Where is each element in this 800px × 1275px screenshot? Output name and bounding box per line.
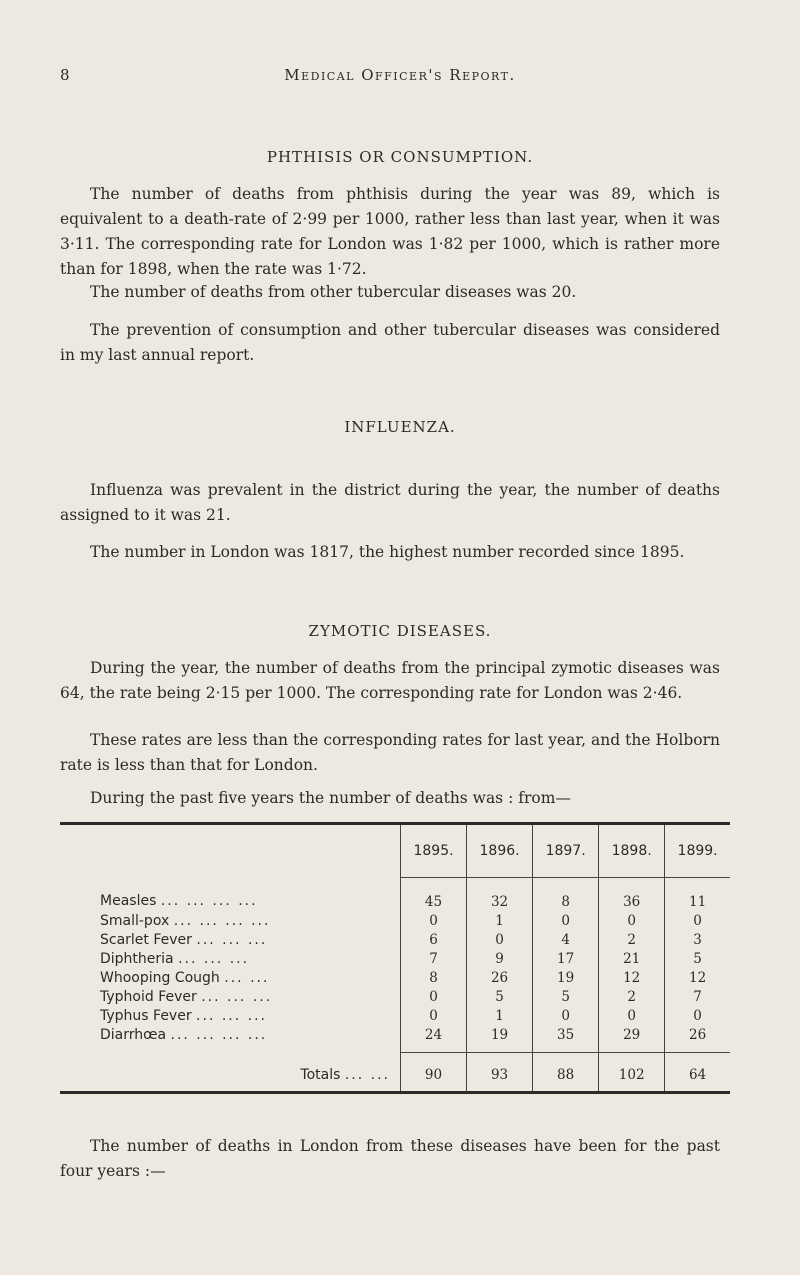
table-cell: 17	[533, 949, 599, 968]
row-label: Diphtheria	[100, 950, 174, 967]
paragraph-closing: The number of deaths in London from these diseases have been for the past four years :—	[60, 1137, 720, 1180]
leader-dots: ... ... ... ...	[160, 893, 258, 910]
heading-zymotic: ZYMOTIC DISEASES.	[308, 622, 492, 640]
table-row	[60, 1006, 730, 1025]
table-cell: 19	[533, 968, 599, 987]
table-cell: 7	[401, 949, 467, 968]
table-cell: 5	[467, 987, 533, 1006]
table-corner	[60, 824, 401, 878]
total-cell: 93	[467, 1053, 533, 1093]
table-cell: 2	[599, 987, 665, 1006]
table-cell: 0	[401, 1006, 467, 1025]
row-label: Scarlet Fever	[100, 931, 192, 948]
row-label: Typhus Fever	[100, 1007, 192, 1024]
year-header: 1895.	[401, 824, 467, 878]
leader-dots: ... ... ...	[178, 950, 250, 967]
paragraph-rates-comparison: These rates are less than the corresponding rates for last year, and the Holborn rate is less than that for London.	[60, 731, 720, 774]
year-header: 1897.	[533, 824, 599, 878]
table-cell: 7	[665, 987, 730, 1006]
paragraph-influenza-district: Influenza was prevalent in the district during the year, the number of deaths assigned to it was 21.	[60, 481, 720, 524]
table-cell: 3	[665, 930, 730, 949]
table-cell: 2	[599, 930, 665, 949]
table-cell: 1	[467, 1006, 533, 1025]
table-cell: 35	[533, 1025, 599, 1053]
table-cell: 8	[533, 878, 599, 912]
table-cell: 0	[533, 911, 599, 930]
table-row	[60, 968, 730, 987]
table-cell: 0	[599, 911, 665, 930]
paragraph-five-years-intro: During the past five years the number of deaths was : from—	[90, 789, 571, 807]
leader-dots: ... ... ...	[196, 931, 268, 948]
year-header: 1899.	[665, 824, 730, 878]
table-cell: 0	[665, 1006, 730, 1025]
table-cell: 5	[665, 949, 730, 968]
table-cell: 12	[665, 968, 730, 987]
leader-dots: ... ... ... ...	[170, 1026, 268, 1043]
paragraph-influenza-london: The number in London was 1817, the highest number recorded since 1895.	[90, 543, 685, 561]
leader-dots: ... ...	[344, 1066, 390, 1083]
table-cell: 0	[665, 911, 730, 930]
table-cell: 24	[401, 1025, 467, 1053]
row-label: Typhoid Fever	[100, 988, 197, 1005]
page-number: 8	[60, 66, 70, 84]
table-cell: 0	[533, 1006, 599, 1025]
table-cell: 19	[467, 1025, 533, 1053]
heading-influenza: INFLUENZA.	[344, 418, 456, 436]
totals-label: Totals	[300, 1066, 341, 1083]
table-cell: 4	[533, 930, 599, 949]
table-cell: 26	[665, 1025, 730, 1053]
table-cell: 1	[467, 911, 533, 930]
table-cell: 45	[401, 878, 467, 912]
paragraph-tubercular-deaths: The number of deaths from other tubercular diseases was 20.	[90, 283, 577, 301]
table-cell: 11	[665, 878, 730, 912]
paragraph-prevention: The prevention of consumption and other tubercular diseases was considered in my last annual report.	[60, 321, 720, 364]
leader-dots: ... ... ...	[201, 988, 273, 1005]
table-row	[60, 987, 730, 1006]
table-row	[60, 911, 730, 930]
table-row	[60, 930, 730, 949]
paragraph-phthisis-rate: The number of deaths from phthisis during the year was 89, which is equivalent to a death-rate of 2·99 per 1000, rather less than last year, when it was 3·11. The corresponding rate for London was 1·82 per 1000, which is rather more than for 1898, when the rate was 1·72.	[60, 185, 720, 278]
total-cell: 64	[665, 1053, 730, 1093]
total-cell: 88	[533, 1053, 599, 1093]
table-row	[60, 949, 730, 968]
table-cell: 0	[401, 911, 467, 930]
table-cell: 0	[467, 930, 533, 949]
row-label: Small-pox	[100, 912, 170, 929]
leader-dots: ... ... ... ...	[173, 912, 271, 929]
table-row	[60, 878, 730, 912]
total-cell: 102	[599, 1053, 665, 1093]
row-label: Whooping Cough	[100, 969, 220, 986]
year-header: 1896.	[467, 824, 533, 878]
zymotic-deaths-table	[60, 822, 730, 1094]
heading-phthisis: PHTHISIS OR CONSUMPTION.	[266, 148, 534, 166]
table-cell: 12	[599, 968, 665, 987]
leader-dots: ... ...	[224, 969, 270, 986]
table-row	[60, 1025, 730, 1053]
table-cell: 29	[599, 1025, 665, 1053]
table-cell: 9	[467, 949, 533, 968]
row-label: Measles	[100, 893, 157, 910]
table-cell: 21	[599, 949, 665, 968]
table-cell: 26	[467, 968, 533, 987]
total-cell: 90	[401, 1053, 467, 1093]
table-cell: 32	[467, 878, 533, 912]
year-header: 1898.	[599, 824, 665, 878]
paragraph-zymotic-rate: During the year, the number of deaths from the principal zymotic diseases was 64, the rate being 2·15 per 1000. The corresponding rate for London was 2·46.	[60, 659, 720, 702]
leader-dots: ... ... ...	[196, 1007, 267, 1024]
table-cell: 0	[401, 987, 467, 1006]
table-cell: 5	[533, 987, 599, 1006]
totals-row	[60, 1053, 730, 1093]
row-label: Diarrhœa	[100, 1026, 167, 1043]
table-cell: 6	[401, 930, 467, 949]
running-title: Medical Officer's Report.	[284, 66, 516, 84]
table-cell: 36	[599, 878, 665, 912]
table-cell: 8	[401, 968, 467, 987]
table-cell: 0	[599, 1006, 665, 1025]
